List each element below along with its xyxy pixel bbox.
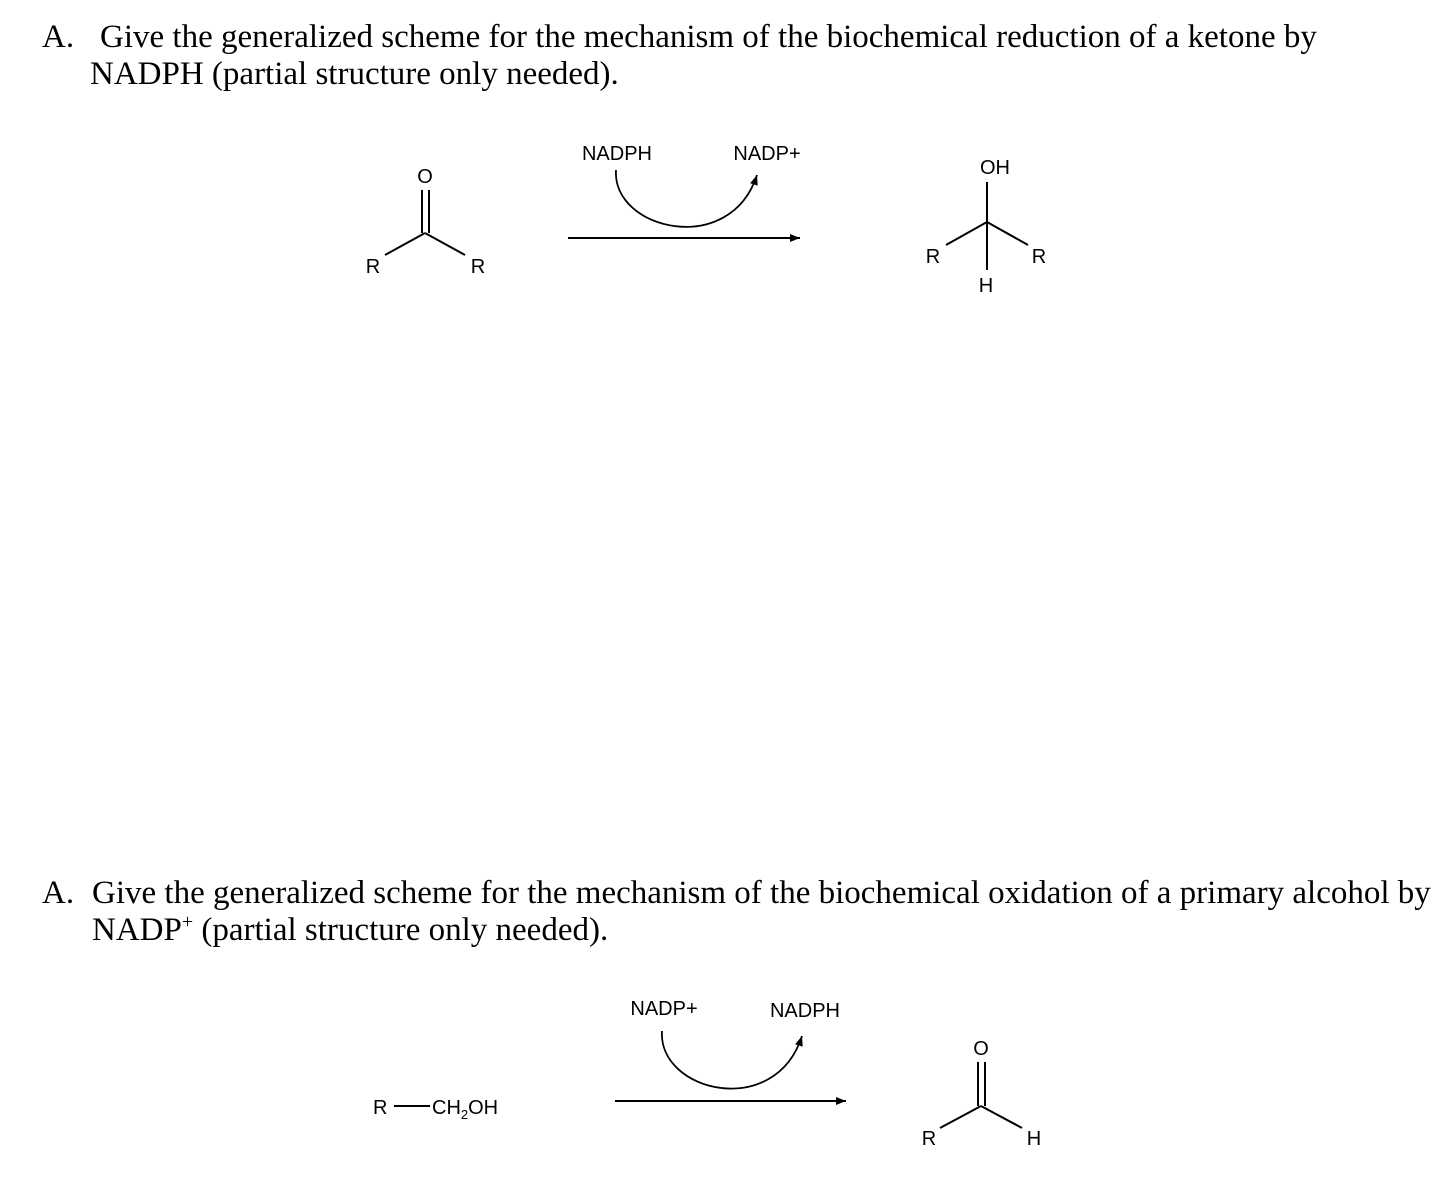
primary-alcohol-structure <box>373 1097 498 1122</box>
ketone-right-bond <box>425 233 465 255</box>
cofactor-curve-1 <box>616 170 757 227</box>
reaction-arrow-2 <box>615 998 846 1101</box>
question-2-number: A. <box>42 875 75 911</box>
product-left-bond <box>946 222 987 245</box>
ketone-oxygen: O <box>417 166 433 188</box>
product-left-r: R <box>925 246 941 268</box>
alcohol-r-group: R <box>373 1097 388 1119</box>
ketone-left-bond <box>385 233 425 255</box>
product-right-r: R <box>1031 246 1047 268</box>
alcohol-substituent: $CH_2OH$ <box>432 1097 499 1122</box>
question-2-nadp-charge: + <box>181 911 194 933</box>
aldehyde-product <box>922 1038 1041 1150</box>
aldehyde-r-group: R <box>921 1128 937 1150</box>
ketone-left-r: R <box>365 256 381 278</box>
question-2-nadp: NADP <box>92 912 182 948</box>
scheme-1 <box>366 143 1046 297</box>
aldehyde-oxygen: O <box>973 1038 989 1060</box>
alcohol-product <box>926 157 1046 297</box>
aldehyde-left-bond <box>940 1106 981 1128</box>
question-1-number: A. <box>42 19 75 55</box>
scheme-2 <box>373 998 1041 1150</box>
question-1-line-1: Give the generalized scheme for the mechanism of the biochemical reduction of a ketone by <box>100 19 1317 55</box>
question-1-line-2: NADPH (partial structure only needed). <box>90 56 619 92</box>
product-hydroxyl: OH <box>980 157 1010 179</box>
cofactor-1-in: NADPH <box>581 143 653 165</box>
aldehyde-hydrogen: H <box>1026 1128 1042 1150</box>
ketone-right-r: R <box>470 256 486 278</box>
product-right-bond <box>987 222 1028 245</box>
cofactor-2-out: NADPH <box>769 1000 841 1022</box>
ketone-structure <box>366 166 485 278</box>
aldehyde-right-bond <box>981 1106 1022 1128</box>
cofactor-1-out: NADP+ <box>733 143 801 165</box>
cofactor-2-in: NADP+ <box>630 998 698 1020</box>
reaction-arrow-1 <box>568 143 801 238</box>
cofactor-curve-2 <box>662 1031 802 1089</box>
product-hydrogen: H <box>978 275 994 297</box>
question-2-line-1: Give the generalized scheme for the mechanism of the biochemical oxidation of a primary alcohol by <box>92 875 1431 911</box>
question-2-line-2-rest: (partial structure only needed). <box>193 912 609 948</box>
